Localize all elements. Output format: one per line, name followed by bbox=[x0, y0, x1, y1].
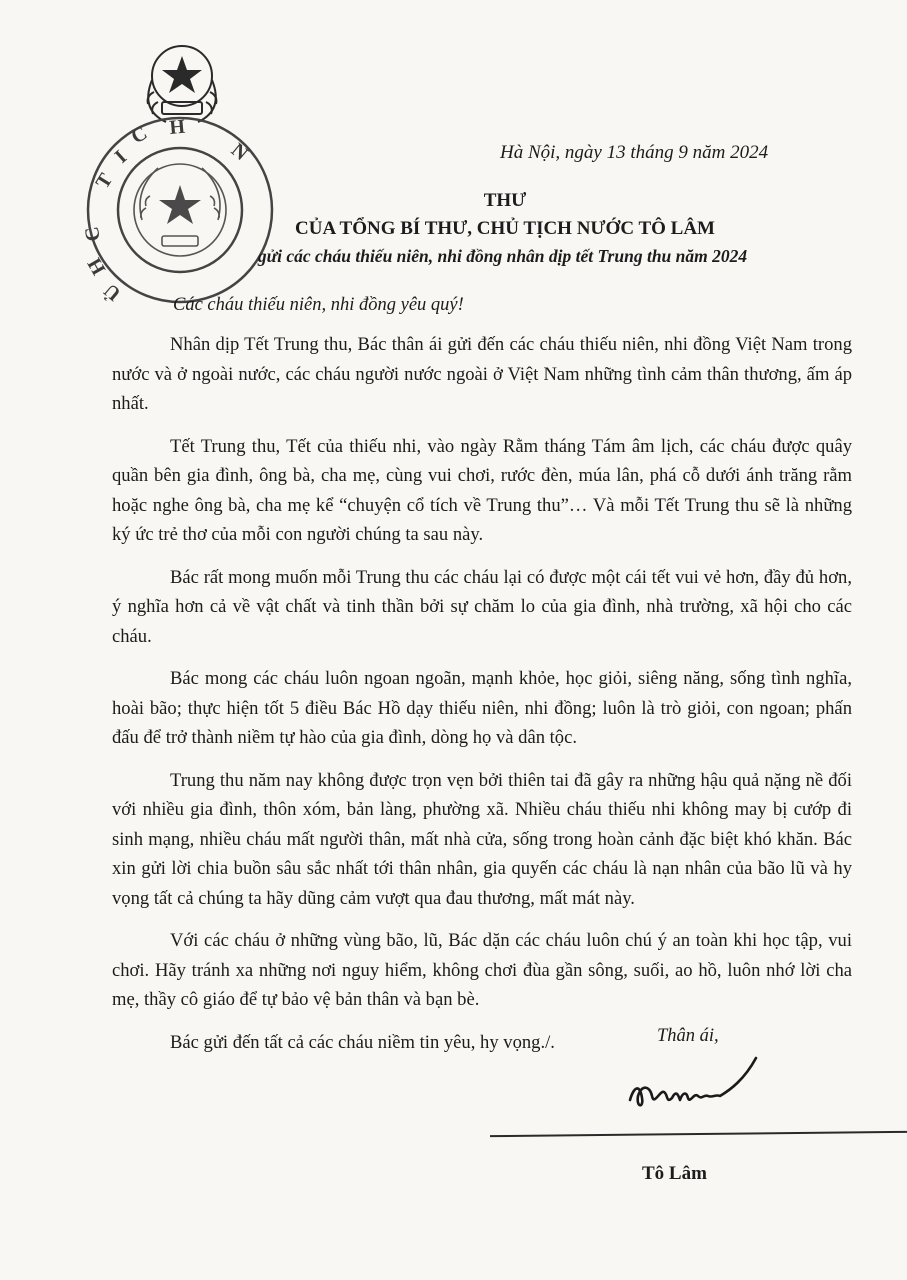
svg-text:C: C bbox=[80, 224, 105, 243]
svg-text:T: T bbox=[91, 169, 118, 193]
signature-rule bbox=[490, 1131, 907, 1137]
svg-text:H: H bbox=[83, 254, 111, 279]
paragraph-5: Trung thu năm nay không được trọn vẹn bởi thiên tai đã gây ra những hậu quả nặng nề đối với nhiều gia đình, thôn xóm, bản làng, phường xã. Nhiều cháu thiếu nhi không may bị cướp đi sinh mạng, nhiều cháu mất người thân, mất nhà cửa, sống trong hoàn cảnh đặc biệt khó khăn. Bác xin gửi lời chia buồn sâu sắc nhất tới thân nhân, gia quyến các cháu là nạn nhân của bão lũ và hy vọng tất cả chúng ta hãy dũng cảm vượt qua đau thương, mất mát này. bbox=[112, 769, 852, 909]
signer-name: Tô Lâm bbox=[642, 1163, 707, 1184]
letter-recipient-line: gửi các cháu thiếu niên, nhi đồng nhân dịp tết Trung thu năm 2024 bbox=[257, 246, 748, 266]
paragraph-1: Nhân dịp Tết Trung thu, Bác thân ái gửi đến các cháu thiếu niên, nhi đồng Việt Nam trong nước và ở ngoài nước, các cháu người nước ngoài ở Việt Nam những tình cảm thân thương, ấm áp nhất. bbox=[112, 334, 852, 414]
paragraph-4: Bác mong các cháu luôn ngoan ngoãn, mạnh khỏe, học giỏi, siêng năng, sống tình nghĩa, hoài bão; thực hiện tốt 5 điều Bác Hồ dạy thiếu niên, nhi đồng; luôn là trò giỏi, con ngoan; phấn đấu để trở thành niềm tự hào của gia đình, dòng họ và dân tộc. bbox=[112, 668, 852, 748]
letter-body bbox=[112, 330, 852, 1070]
paragraph-2: Tết Trung thu, Tết của thiếu nhi, vào ngày Rằm tháng Tám âm lịch, các cháu được quây quần bên gia đình, ông bà, cha mẹ, cùng vui chơi, rước đèn, múa lân, phá cỗ dưới ánh trăng rằm hoặc nghe ông bà, cha mẹ kể “chuyện cổ tích về Trung thu”… Và mỗi Tết Trung thu sẽ là những ký ức trẻ thơ của mỗi con người chúng ta sau này. bbox=[112, 435, 852, 545]
paragraph-7: Bác gửi đến tất cả các cháu niềm tin yêu, hy vọng./. bbox=[170, 1031, 555, 1053]
closing: Thân ái, bbox=[657, 1026, 719, 1046]
salutation: Các cháu thiếu niên, nhi đồng yêu quý! bbox=[173, 295, 464, 315]
svg-text:H: H bbox=[168, 115, 186, 139]
svg-text:N: N bbox=[226, 138, 252, 166]
letter-title: THƯ bbox=[483, 190, 527, 211]
svg-text:I: I bbox=[110, 146, 132, 168]
paragraph-6: Với các cháu ở những vùng bão, lũ, Bác dặn các cháu luôn chú ý an toàn khi học tập, vui chơi. Hãy tránh xa những nơi nguy hiểm, không chơi đùa gần sông, suối, ao hồ, luôn nhớ lời cha mẹ, thầy cô giáo để tự bảo vệ bản thân và bạn bè. bbox=[112, 930, 852, 1010]
svg-text:Ủ: Ủ bbox=[100, 278, 126, 306]
letter-subtitle: CỦA TỔNG BÍ THƯ, CHỦ TỊCH NƯỚC TÔ LÂM bbox=[295, 218, 715, 239]
vietnam-national-emblem-icon bbox=[70, 40, 290, 310]
paragraph-3: Bác rất mong muốn mỗi Trung thu các cháu lại có được một cái tết vui vẻ hơn, đầy đủ hơn, ý nghĩa hơn cả về vật chất và tinh thần bởi sự chăm lo của gia đình, nhà trường, xã hội cho các cháu. bbox=[112, 566, 852, 647]
svg-text:C: C bbox=[127, 122, 152, 149]
signature-icon bbox=[620, 1050, 780, 1120]
date-line: Hà Nội, ngày 13 tháng 9 năm 2024 bbox=[500, 142, 769, 163]
